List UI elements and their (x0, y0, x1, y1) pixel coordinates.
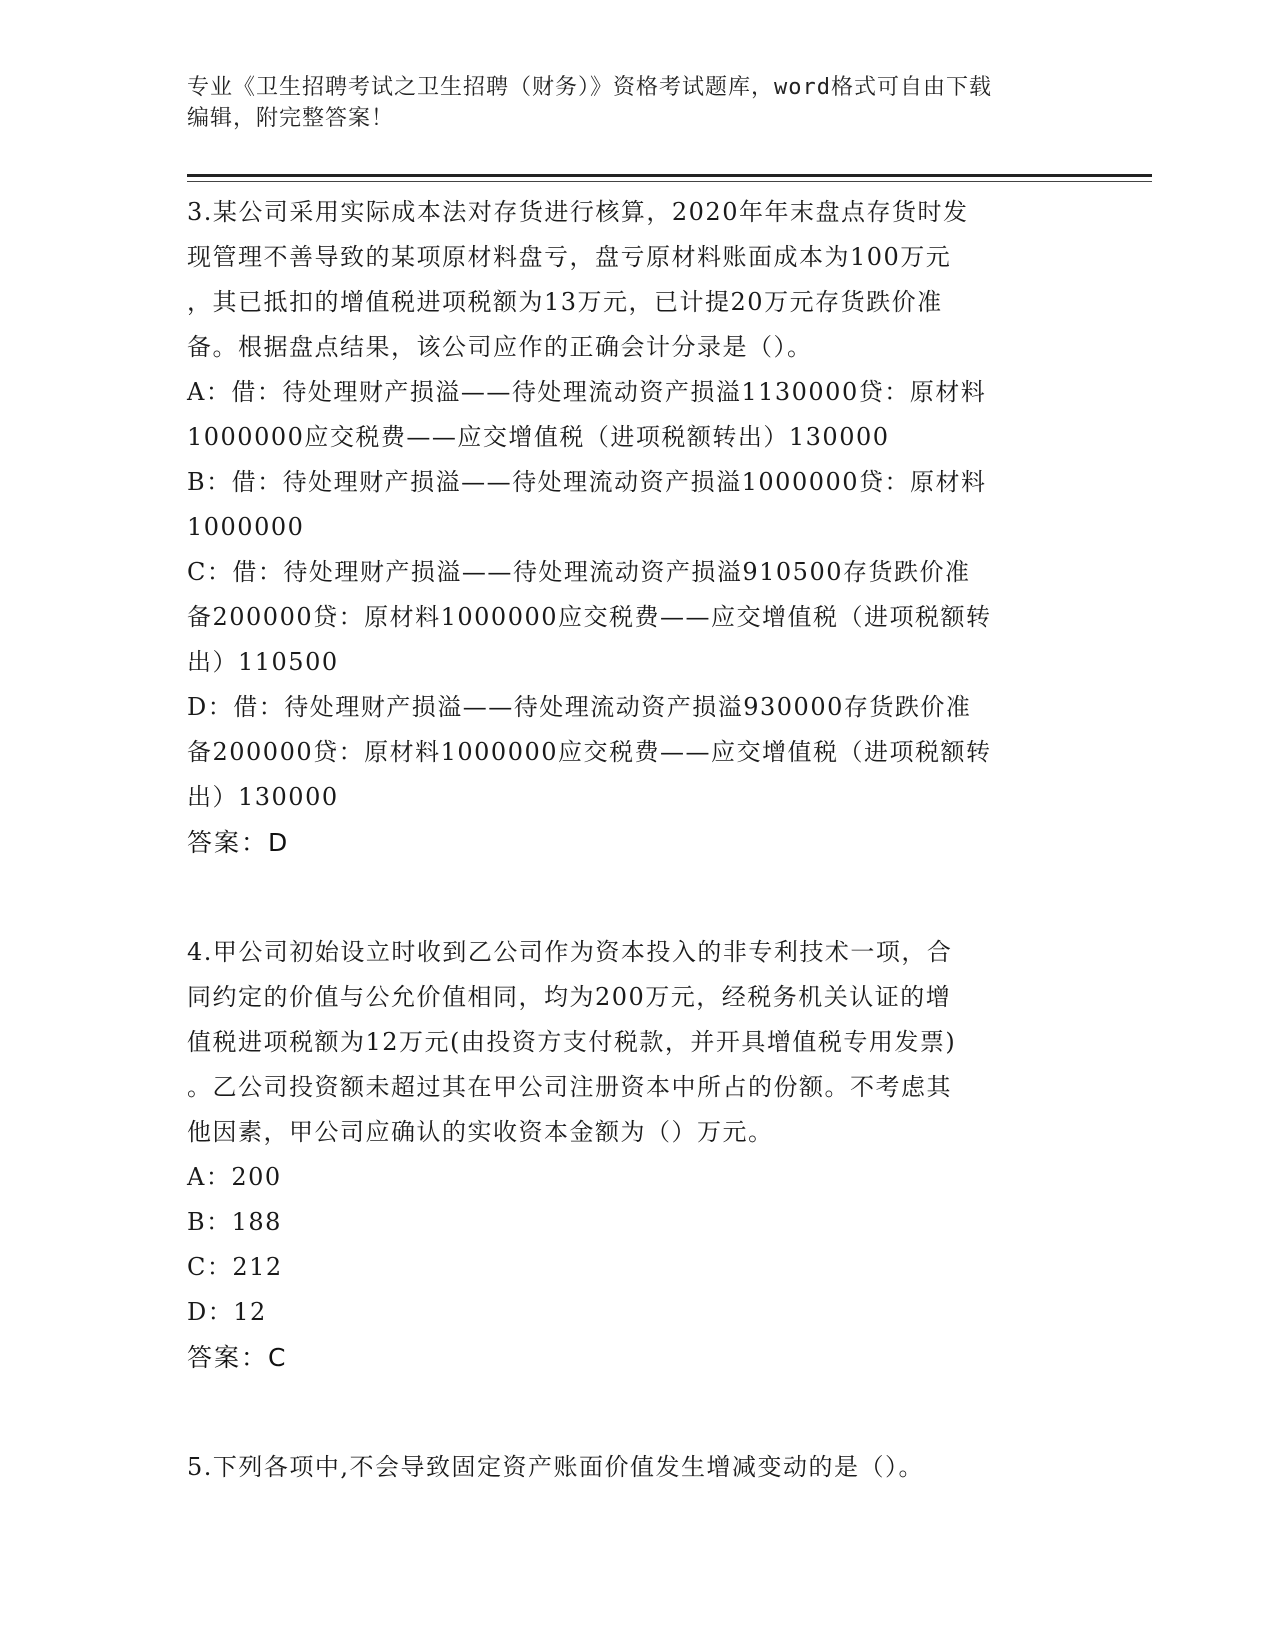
question-3-stem-line-1: 3.某公司采用实际成本法对存货进行核算，2020年年末盘点存货时发 (187, 198, 969, 226)
question-3-stem-line-2: 现管理不善导致的某项原材料盘亏，盘亏原材料账面成本为100万元 (187, 243, 952, 271)
option-d-line-1: D：借：待处理财产损溢——待处理流动资产损溢930000存货跌价准 (187, 693, 972, 721)
question-4-option-b: B：188 (187, 1208, 282, 1236)
header-rule-thick (187, 174, 1152, 177)
option-b-line-1: B：借：待处理财产损溢——待处理流动资产损溢1000000贷：原材料 (187, 468, 987, 496)
question-4-answer: 答案：C (187, 1343, 288, 1372)
question-4-stem-line-4: 。乙公司投资额未超过其在甲公司注册资本中所占的份额。不考虑其 (187, 1073, 952, 1101)
question-3-stem-line-3: ，其已抵扣的增值税进项税额为13万元，已计提20万元存货跌价准 (187, 288, 943, 316)
question-4-option-c: C：212 (187, 1253, 283, 1281)
question-4 (187, 930, 1072, 1380)
question-gap (187, 865, 1072, 930)
option-a-line-1: A：借：待处理财产损溢——待处理流动资产损溢1130000贷：原材料 (187, 378, 987, 406)
question-gap (187, 1380, 1072, 1445)
option-c-line-3: 出）110500 (187, 648, 339, 676)
header-line-2: 编辑，附完整答案！ (187, 106, 395, 131)
option-d-line-2: 备200000贷：原材料1000000应交税费——应交增值税（进项税额转 (187, 738, 992, 766)
option-a-line-2: 1000000应交税费——应交增值税（进项税额转出）130000 (187, 423, 890, 451)
question-3-option-b (187, 460, 1072, 550)
question-3-answer: 答案：D (187, 828, 290, 857)
question-3-option-d (187, 685, 1072, 820)
header-rule-thin (187, 181, 1152, 182)
question-list (187, 190, 1072, 1490)
question-4-stem-line-2: 同约定的价值与公允价值相同，均为200万元，经税务机关认证的增 (187, 983, 952, 1011)
question-4-stem-line-5: 他因素，甲公司应确认的实收资本金额为（）万元。 (187, 1118, 774, 1146)
question-3-stem-line-4: 备。根据盘点结果，该公司应作的正确会计分录是（）。 (187, 333, 813, 361)
question-5 (187, 1445, 1072, 1490)
question-4-stem-line-3: 值税进项税额为12万元(由投资方支付税款，并开具增值税专用发票) (187, 1028, 957, 1056)
option-b-line-2: 1000000 (187, 513, 305, 541)
header-line-1: 专业《卫生招聘考试之卫生招聘（财务）》资格考试题库，word格式可自由下载 (187, 75, 992, 100)
option-c-line-2: 备200000贷：原材料1000000应交税费——应交增值税（进项税额转 (187, 603, 992, 631)
document-header (187, 72, 1067, 134)
question-4-option-a: A：200 (187, 1163, 282, 1191)
question-5-stem-line-1: 5.下列各项中,不会导致固定资产账面价值发生增减变动的是（）。 (187, 1453, 925, 1481)
question-4-option-d: D：12 (187, 1298, 267, 1326)
option-c-line-1: C：借：待处理财产损溢——待处理流动资产损溢910500存货跌价准 (187, 558, 971, 586)
question-3-option-c (187, 550, 1072, 685)
question-3-option-a (187, 370, 1072, 460)
question-4-stem-line-1: 4.甲公司初始设立时收到乙公司作为资本投入的非专利技术一项，合 (187, 938, 953, 966)
option-d-line-3: 出）130000 (187, 783, 339, 811)
question-3 (187, 190, 1072, 865)
